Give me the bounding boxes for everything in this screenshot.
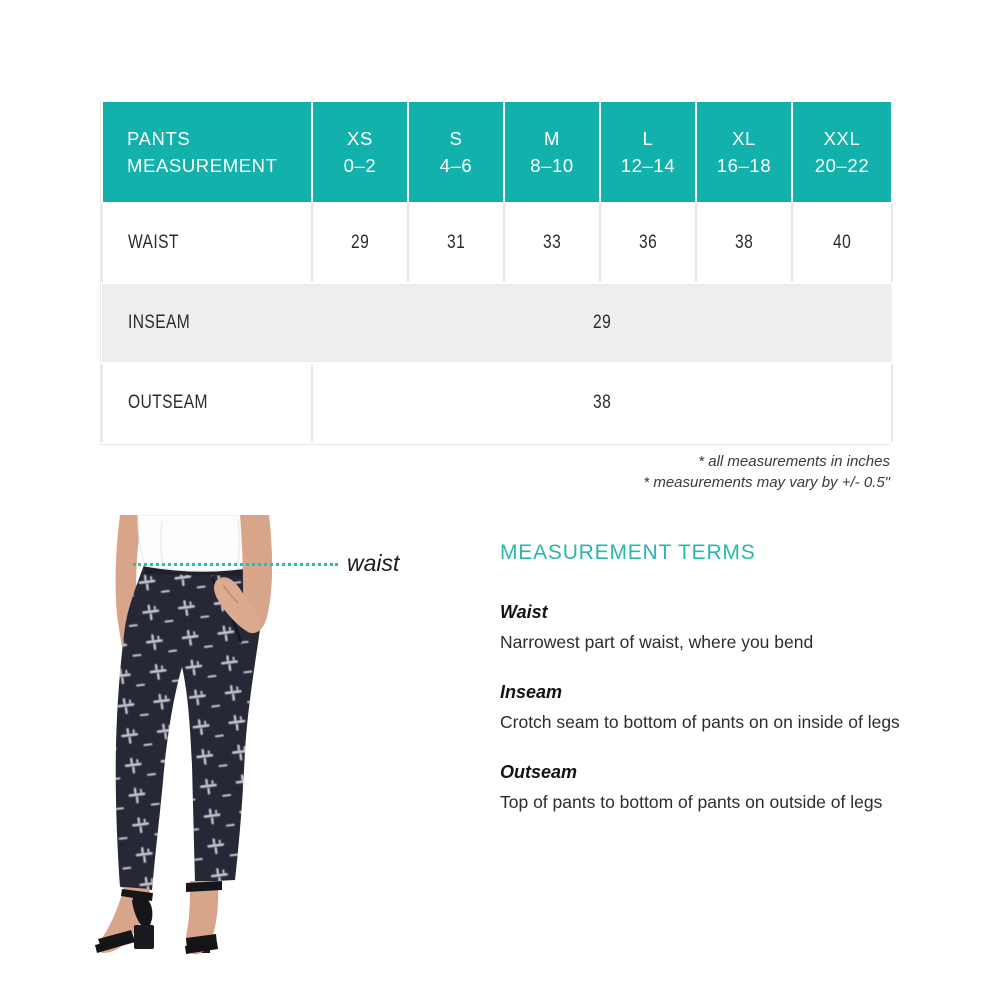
size-column-header-l: L 12–14 <box>600 101 696 203</box>
inseam-row-label-cell: INSEAM <box>102 283 312 363</box>
size-chart-header-row <box>102 101 892 203</box>
measurement-terms-section <box>500 541 900 842</box>
size-column-header-m: M 8–10 <box>504 101 600 203</box>
waist-value-xxl: 40 <box>792 203 892 283</box>
footnotes <box>100 451 890 493</box>
waist-annotation-line <box>133 563 338 566</box>
waist-row-label-cell: WAIST <box>102 203 312 283</box>
footnote-units: * all measurements in inches <box>698 453 890 470</box>
right-sandal <box>185 881 222 954</box>
waist-value-m: 33 <box>504 203 600 283</box>
left-sandal <box>95 887 154 953</box>
corner-header-cell <box>102 101 312 203</box>
waist-value-s: 31 <box>408 203 504 283</box>
model-illustration <box>90 515 330 985</box>
term-definition: Top of pants to bottom of pants on outside of legs <box>500 792 883 812</box>
size-column-header-xxl: XXL 20–22 <box>792 101 892 203</box>
waist-row <box>102 203 892 283</box>
term-definition: Crotch seam to bottom of pants on on inside of legs <box>500 712 900 732</box>
waist-value-l: 36 <box>600 203 696 283</box>
size-column-header-s: S 4–6 <box>408 101 504 203</box>
size-chart-table <box>100 100 890 445</box>
term-definition: Narrowest part of waist, where you bend <box>500 632 814 652</box>
inseam-value-cell: 29 <box>312 283 892 363</box>
corner-header-label: PANTS MEASUREMENT <box>127 128 278 176</box>
term-item-inseam <box>500 682 900 735</box>
outseam-value-cell: 38 <box>312 363 892 443</box>
term-name: Waist <box>500 602 548 622</box>
model-photo <box>90 515 330 985</box>
size-column-header-xs: XS 0–2 <box>312 101 408 203</box>
waist-value-xl: 38 <box>696 203 792 283</box>
term-name: Outseam <box>500 762 578 782</box>
term-name: Inseam <box>500 682 563 702</box>
waist-value-xs: 29 <box>312 203 408 283</box>
outseam-row-label-cell: OUTSEAM <box>102 363 312 443</box>
outseam-row <box>102 363 892 443</box>
inseam-row <box>102 283 892 363</box>
term-item-outseam <box>500 762 900 815</box>
size-column-header-xl: XL 16–18 <box>696 101 792 203</box>
term-item-waist <box>500 602 900 655</box>
measurement-terms-heading: MEASUREMENT TERMS <box>500 541 756 564</box>
footnote-variance: * measurements may vary by +/- 0.5" <box>643 474 890 491</box>
waist-annotation-label: waist <box>347 550 400 576</box>
